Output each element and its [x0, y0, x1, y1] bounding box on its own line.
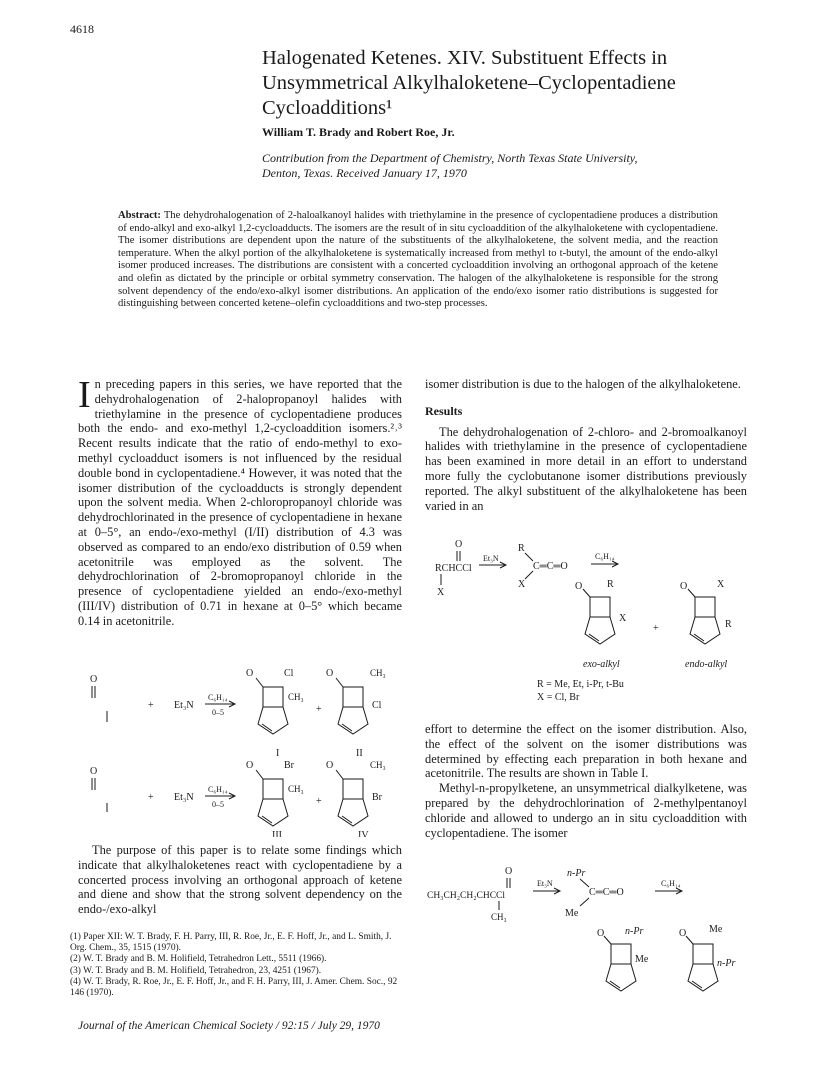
svg-text:O: O — [575, 581, 583, 592]
svg-text:X: X — [619, 613, 627, 624]
s1-reagent: Et₃N — [174, 700, 194, 711]
purpose-paragraph: The purpose of this paper is to relate some findings which indicate that alkylhaloketenes react with cyclopentadiene by a concerted process involving an orthogonal approach of ketene and diene and show that the strong solvent dependency on the endo-/exo-alkyl — [78, 843, 402, 917]
s1-temp: 0–5 — [212, 708, 224, 717]
svg-text:Br: Br — [372, 792, 382, 803]
svg-text:0–5: 0–5 — [212, 800, 224, 809]
svg-text:R: R — [725, 619, 732, 630]
svg-text:Me: Me — [635, 954, 649, 965]
s3-reactant-sub: X — [437, 587, 445, 598]
s4-ketene-top: n-Pr — [567, 868, 586, 879]
results-paragraph-3: Methyl-n-propylketene, an unsymmetrical dialkylketene, was prepared by the dehydrochlorination of 2-methylpentanoyl chloride and allowed to undergo an in situ cycloaddition with cyclopentadiene. The isomer — [425, 781, 747, 840]
results-paragraph-2: effort to determine the effect on the isomer distribution. Also, the effect of the solvent on the isomer distributions was determined by effecting each preparation in both hexane and acetonitrile. The results are shown in Table I. — [425, 722, 747, 781]
footnote-3: (3) W. T. Brady and B. M. Holifield, Tetrahedron, 23, 4251 (1967). — [70, 965, 322, 976]
svg-text:CH₃: CH₃ — [288, 784, 304, 794]
svg-text:Cl: Cl — [284, 668, 294, 679]
s2-product-1 — [246, 760, 304, 837]
s4-reactant: CH₃CH₂CH₂CHCCl — [427, 891, 506, 901]
page-number: 4618 — [70, 22, 94, 36]
s1-product-2 — [326, 668, 386, 759]
svg-text:CH₃: CH₃ — [288, 692, 304, 702]
footnotes — [70, 932, 402, 999]
s3-label-exo: exo-alkyl — [583, 659, 620, 670]
right-column-lower — [425, 722, 747, 840]
svg-text:O: O — [326, 760, 334, 771]
abstract-text: The dehydrohalogenation of 2-haloalkanoyl halides with triethylamine in the presence of cyclopentadiene produces a distribution of endo-alkyl and exo-alkyl 1,2-cycloadducts. The isomers are the result of in situ cycloaddition of the alkylhaloketene with cyclopentadiene. The isomer distributions are dependent upon the nature of the substituents of the alkylhaloketene, the solvent media, and the reaction temperature. When the alkyl portion of the alkylhaloketene is systematically increased from methyl to t-butyl, the amount of the endo-alkyl isomer produced increases. The distributions are consistent with a concerted cycloaddition involving an orthogonal approach of the ketene and olefin as dictated by the principle or orbital symmetry conservation. The halogen of the alkylhaloketene is responsible for the strong solvent dependency of the endo/exo-alkyl isomer distributions. An application of the endo/exo isomer ratio distributions is suggested for distinguishing between concerted ketene–olefin cycloadditions and two-step processes. — [118, 210, 718, 310]
svg-text:Cl: Cl — [372, 700, 382, 711]
svg-text:n-Pr: n-Pr — [625, 926, 644, 937]
svg-text:O: O — [680, 581, 688, 592]
s4-product-1 — [597, 926, 649, 991]
scheme-general — [425, 535, 755, 695]
affiliation-line-2: Denton, Texas. Received January 17, 1970 — [262, 166, 467, 180]
s3-ketene-r: R — [518, 543, 525, 554]
svg-text:O: O — [90, 766, 98, 777]
svg-text:n-Pr: n-Pr — [717, 958, 736, 969]
s4-product-2 — [679, 924, 735, 991]
svg-text:CH₃: CH₃ — [370, 668, 386, 678]
s1-carbonyl-o: O — [90, 674, 98, 685]
drop-cap: I — [78, 374, 91, 416]
svg-text:O: O — [505, 866, 513, 877]
svg-text:+: + — [148, 792, 154, 803]
svg-text:O: O — [246, 760, 254, 771]
svg-text:+: + — [316, 704, 322, 715]
svg-text:Br: Br — [284, 760, 294, 771]
right-column — [425, 377, 747, 513]
s1-solvent: C₆H₁₄ — [208, 693, 228, 702]
footnote-2: (2) W. T. Brady and B. M. Holifield, Tetrahedron Lett., 5511 (1966). — [70, 954, 327, 965]
svg-text:Et₃N: Et₃N — [174, 792, 194, 803]
svg-text:C₆H₁₄: C₆H₁₄ — [208, 785, 228, 794]
svg-text:R: R — [607, 579, 614, 590]
s2-label-2: IV — [358, 830, 369, 837]
abstract — [118, 210, 718, 311]
svg-text:CH₃: CH₃ — [370, 760, 386, 770]
s1-label-2: II — [356, 748, 363, 759]
s4-reagent: Et₃N — [537, 879, 553, 888]
footnote-1: (1) Paper XII: W. T. Brady, F. H. Parry, III, R. Roe, Jr., E. F. Hoff, Jr., and L. Smith, J. Org. Chem., 35, 1515 (1970). — [70, 932, 392, 954]
s3-reactant: RCHCCl — [435, 563, 472, 574]
svg-text:+: + — [316, 796, 322, 807]
s3-reagent: Et₃N — [483, 554, 499, 563]
footnote-4: (4) W. T. Brady, R. Roe, Jr., E. F. Hoff, Jr., and F. H. Parry, III, J. Amer. Chem. Soc., 92 146 (1970). — [70, 976, 398, 999]
s3-product-exo — [575, 579, 627, 670]
intro-paragraph: n preceding papers in this series, we have reported that the dehydrohalogenation of 2-halopropanoyl halides with triethylamine in the presence of cyclopentadiene produces both the endo- and exo-methyl 1,2-cycloaddition isomers.²˒³ Recent results indicate that the ratio of endo-methyl to exo-methyl cycloadduct isomers is not influenced by the residual double bond in cyclopentadiene.⁴ However, it was noted that the isomer distribution of the cycloadducts is strongly dependent upon the solvent media. When 2-chloropropanoyl chloride was dehydrochlorinated in the presence of cyclopentadiene in hexane at 0–5°, an endo-/exo-methyl (I/II) distribution of 4.3 was observed as compared to an endo/exo distribution of 0.59 when acetonitrile was employed as the solvent. The dehydrochlorination of 2-bromopropanoyl chloride in the presence of cyclopentadiene yielded an endo-/exo-methyl (III/IV) distribution of 0.71 in hexane at 0–5° which became 0.14 in acetonitrile. — [78, 377, 402, 628]
s4-solvent: C₆H₁₄ — [661, 879, 681, 888]
svg-text:O: O — [246, 668, 254, 679]
svg-text:O: O — [455, 539, 463, 550]
article-title: Halogenated Ketenes. XIV. Substituent Effects in Unsymmetrical Alkylhaloketene–Cyclopentadiene Cycloadditions¹ — [262, 47, 676, 119]
s3-def-r: R = Me, Et, i-Pr, t-Bu — [537, 679, 624, 690]
svg-text:O: O — [679, 928, 687, 939]
svg-text:+: + — [653, 623, 659, 634]
svg-text:Me: Me — [709, 924, 723, 935]
s1-product-1 — [246, 668, 304, 759]
scheme-methyl-propyl — [425, 862, 755, 1012]
s2-product-2 — [326, 760, 386, 837]
authors: William T. Brady and Robert Roe, Jr. — [262, 125, 455, 139]
s3-def-x: X = Cl, Br — [537, 692, 580, 703]
left-column — [78, 374, 402, 629]
s3-product-endo — [680, 579, 732, 670]
affiliation — [262, 151, 762, 181]
s1-plus: + — [148, 700, 154, 711]
abstract-label: Abstract: — [118, 210, 161, 221]
svg-text:O: O — [326, 668, 334, 679]
s2-label-1: III — [272, 830, 282, 837]
s3-ketene-x: X — [518, 579, 526, 590]
s3-label-endo: endo-alkyl — [685, 659, 728, 670]
s4-ketene-core: C═C═O — [589, 887, 624, 898]
right-col-start: isomer distribution is due to the halogen of the alkylhaloketene. — [425, 377, 741, 391]
s4-ketene-bottom: Me — [565, 908, 579, 919]
s4-reactant-sub: CH₃ — [491, 912, 507, 922]
results-paragraph-1: The dehydrohalogenation of 2-chloro- and 2-bromoalkanoyl halides with triethylamine in the presence of cyclopentadiene has been examined in more detail in an effort to understand more fully the cyclobutanone isomer distributions previously reported. The alkyl substituent of the alkylhaloketene has been varied in an — [425, 424, 747, 513]
affiliation-line-1: Contribution from the Department of Chemistry, North Texas State University, — [262, 151, 638, 165]
journal-footer: Journal of the American Chemical Society / 92:15 / July 29, 1970 — [78, 1020, 380, 1032]
s1-label-1: I — [276, 748, 280, 759]
scheme-chloro-bromo — [78, 662, 408, 837]
s3-solvent: C₆H₁₄ — [595, 552, 615, 561]
results-heading: Results — [425, 403, 463, 418]
svg-text:X: X — [717, 579, 725, 590]
svg-text:O: O — [597, 928, 605, 939]
s3-ketene-core: C═C═O — [533, 561, 568, 572]
